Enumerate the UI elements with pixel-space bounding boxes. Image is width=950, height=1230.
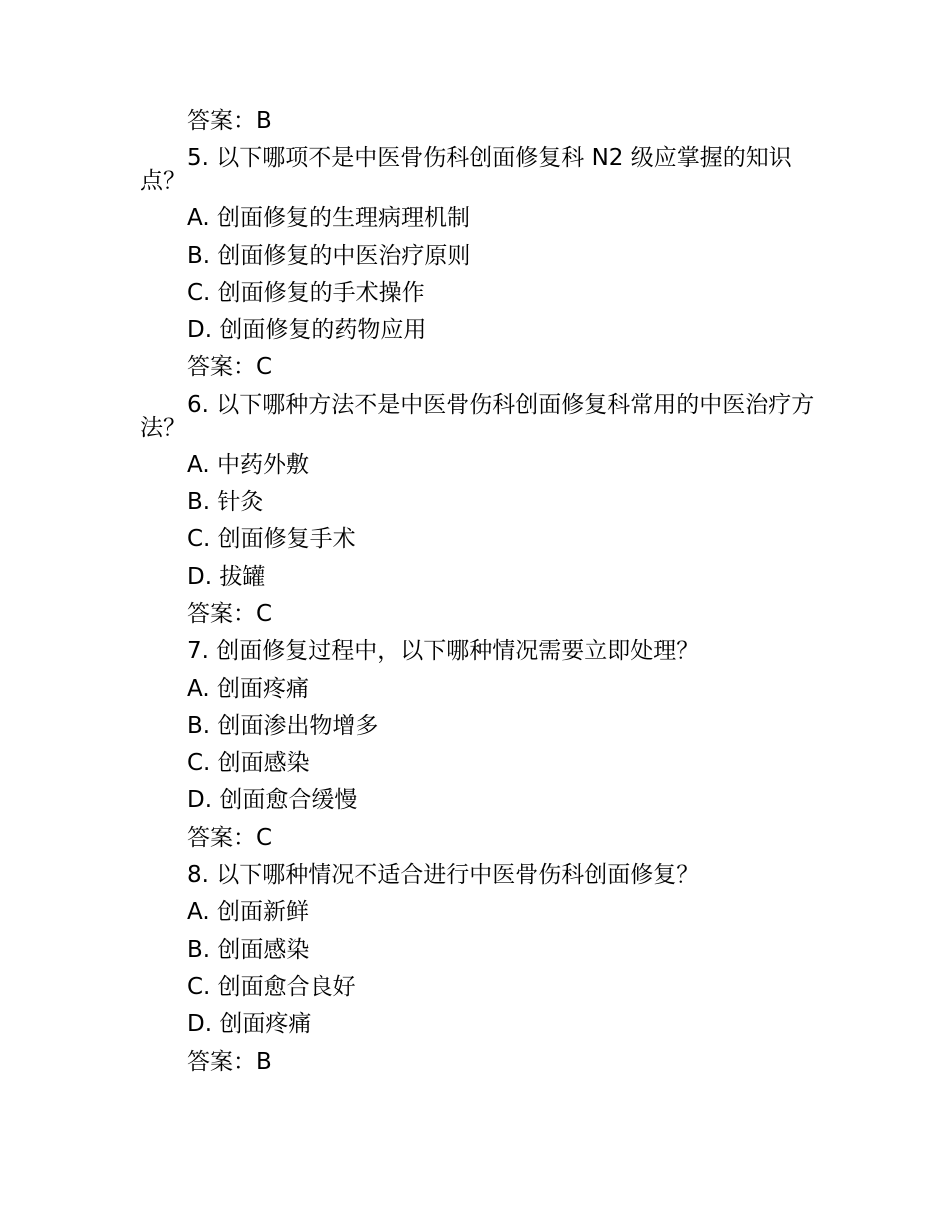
option-line: A. 创面修复的生理病理机制 bbox=[187, 205, 470, 232]
option-line: C. 创面修复的手术操作 bbox=[187, 279, 425, 306]
option-line: B. 创面感染 bbox=[187, 936, 310, 963]
option-line: C. 创面修复手术 bbox=[187, 526, 356, 553]
question-6: 6. 以下哪种方法不是中医骨伤科创面修复科常用的中医治疗方法？ bbox=[140, 391, 815, 441]
option-line: A. 创面新鲜 bbox=[187, 899, 309, 926]
option-line: B. 创面修复的中医治疗原则 bbox=[187, 242, 471, 269]
answer-line: 答案：C bbox=[187, 600, 273, 627]
option-line: C. 创面愈合良好 bbox=[187, 973, 356, 1000]
answer-line: 答案：B bbox=[187, 108, 272, 134]
question-7: 7. 创面修复过程中，以下哪种情况需要立即处理？ bbox=[187, 638, 700, 665]
answer-line: 答案：C bbox=[187, 824, 273, 851]
question-8: 8. 以下哪种情况不适合进行中医骨伤科创面修复？ bbox=[187, 862, 700, 889]
question-5: 5. 以下哪项不是中医骨伤科创面修复科 N2 级应掌握的知识点？ bbox=[140, 145, 792, 195]
option-line: D. 创面疼痛 bbox=[187, 1011, 312, 1038]
option-line: D. 拔罐 bbox=[187, 563, 266, 590]
option-line: B. 针灸 bbox=[187, 489, 264, 516]
document-body bbox=[140, 103, 820, 1081]
option-line: D. 创面愈合缓慢 bbox=[187, 787, 358, 814]
option-line: D. 创面修复的药物应用 bbox=[187, 317, 427, 344]
answer-line: 答案：B bbox=[187, 1048, 272, 1075]
option-line: A. 中药外敷 bbox=[187, 451, 309, 478]
answer-line: 答案：C bbox=[187, 354, 273, 381]
option-line: B. 创面渗出物增多 bbox=[187, 712, 379, 739]
option-line: A. 创面疼痛 bbox=[187, 675, 309, 702]
option-line: C. 创面感染 bbox=[187, 750, 310, 777]
